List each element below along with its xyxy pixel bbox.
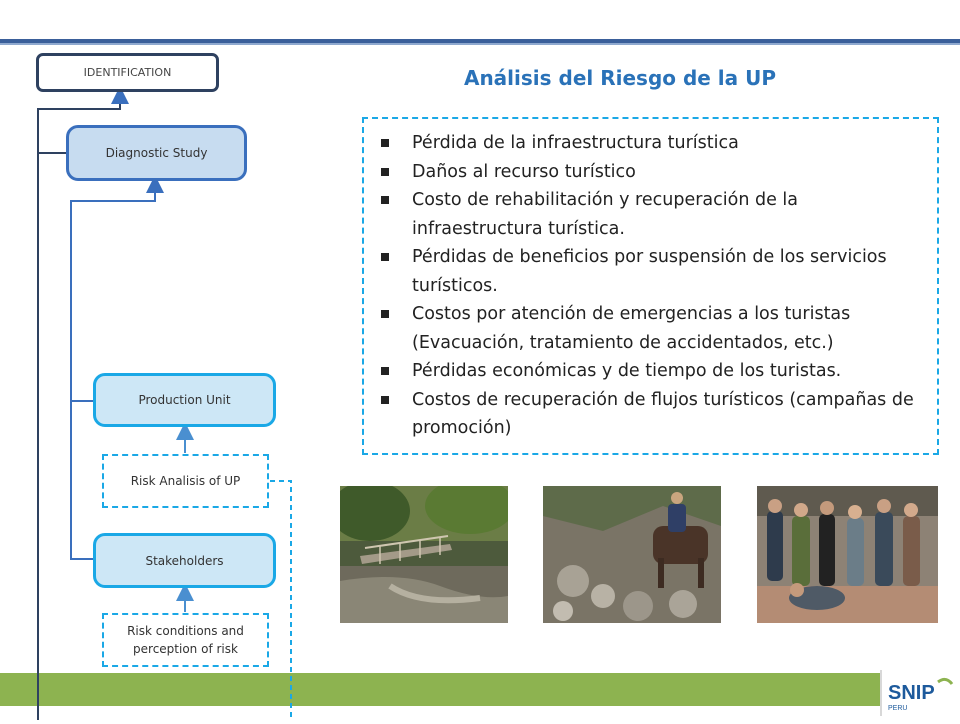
stakeholders-box[interactable]: Stakeholders [93, 533, 276, 588]
slide-title: Análisis del Riesgo de la UP [463, 66, 777, 90]
photo-mule-rocks [543, 486, 721, 623]
production-unit-box[interactable]: Production Unit [93, 373, 276, 427]
bullet-item: Pérdidas de beneficios por suspensión de los servicios turísticos. [378, 243, 929, 300]
logo-text: SNIP [888, 682, 935, 704]
bullet-item: Pérdida de la infraestructura turística [378, 129, 929, 158]
bullet-item: Costos por atención de emergencias a los turistas (Evacuación, tratamiento de accidentados, etc.) [378, 300, 929, 357]
risk-conditions-box[interactable]: Risk conditions and perception of risk [102, 613, 269, 667]
diagnostic-study-box[interactable]: Diagnostic Study [66, 125, 247, 181]
bullet-box [362, 117, 939, 455]
snip-logo [880, 666, 960, 720]
risk-analysis-box[interactable]: Risk Analisis of UP [102, 454, 269, 508]
photo-tourists-group [757, 486, 938, 623]
identification-box[interactable]: IDENTIFICATION [36, 53, 219, 92]
bullet-item: Pérdidas económicas y de tiempo de los turistas. [378, 357, 929, 386]
bullet-item: Daños al recurso turístico [378, 158, 929, 187]
photo-damaged-bridge [340, 486, 508, 623]
bullet-item: Costo de rehabilitación y recuperación de la infraestructura turística. [378, 186, 929, 243]
logo-subtext: PERU [888, 705, 908, 712]
bullet-item: Costos de recuperación de flujos turísticos (campañas de promoción) [378, 386, 929, 443]
bullet-list [364, 119, 937, 443]
